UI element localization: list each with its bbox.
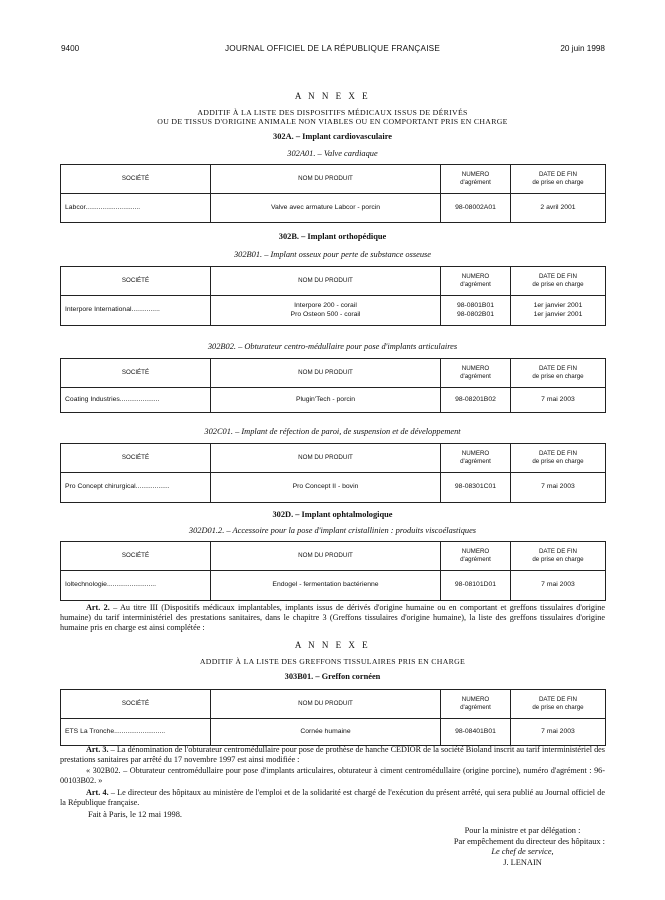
signatory-name: J. LENAIN <box>503 857 542 867</box>
cell-date: 1er janvier 2001 1er janvier 2001 <box>511 296 606 326</box>
cell-produit: Endogel - fermentation bactérienne <box>211 571 441 601</box>
place-date: Fait à Paris, le 12 mai 1998. <box>88 810 182 819</box>
article-3-quote: « 302B02. – Obturateur centromédullaire pour pose d'implants articulaires, obturateur à ciment centromédullaire (origine porcine), numéro d'agrément : 96-00103B02. » <box>60 766 605 785</box>
product-table <box>60 541 606 601</box>
col-header-numero: NUMERO d'agrément <box>441 165 511 194</box>
section-heading: 302A. – Implant cardiovasculaire <box>273 132 392 141</box>
table-row <box>61 571 606 601</box>
annexe-title: A N N E X E <box>294 640 371 650</box>
table-row <box>61 473 606 503</box>
journal-title: JOURNAL OFFICIEL DE LA RÉPUBLIQUE FRANÇAISE <box>224 44 440 53</box>
table-row <box>61 296 606 326</box>
col-header-societe: SOCIÉTÉ <box>61 359 211 388</box>
col-header-societe: SOCIÉTÉ <box>61 267 211 296</box>
section-subheading: 302A01. – Valve cardiaque <box>287 149 378 158</box>
cell-numero: 98-08002A01 <box>441 194 511 223</box>
annexe-subtitle-1: ADDITIF À LA LISTE DES DISPOSITIFS MÉDICAUX ISSUS DE DÉRIVÉS <box>197 108 468 117</box>
col-header-produit: NOM DU PRODUIT <box>211 690 441 719</box>
cell-numero: 98-08201B02 <box>441 388 511 413</box>
col-header-date: DATE DE FIN de prise en charge <box>511 267 606 296</box>
page-header <box>0 44 665 58</box>
col-header-date: DATE DE FIN de prise en charge <box>511 444 606 473</box>
cell-numero: 98-08301C01 <box>441 473 511 503</box>
article-4: Art. 4. – Le directeur des hôpitaux au ministère de l'emploi et de la solidarité est chargé de l'exécution du présent arrêté, qui sera publié au Journal officiel de la République française. <box>60 788 605 807</box>
col-header-numero: NUMERO d'agrément <box>441 267 511 296</box>
cell-date: 7 mai 2003 <box>511 388 606 413</box>
product-table <box>60 164 606 223</box>
col-header-societe: SOCIÉTÉ <box>61 165 211 194</box>
col-header-produit: NOM DU PRODUIT <box>211 359 441 388</box>
product-table <box>60 266 606 326</box>
col-header-numero: NUMERO d'agrément <box>441 542 511 571</box>
cell-date: 2 avril 2001 <box>511 194 606 223</box>
cell-societe: ETS La Tronche........................... <box>61 719 211 746</box>
section-heading: 302D. – Implant ophtalmologique <box>272 510 393 519</box>
col-header-date: DATE DE FIN de prise en charge <box>511 165 606 194</box>
col-header-produit: NOM DU PRODUIT <box>211 444 441 473</box>
product-table <box>60 689 606 746</box>
cell-numero: 98-08101D01 <box>441 571 511 601</box>
section-heading: 302B. – Implant orthopédique <box>278 232 387 241</box>
article-2: Art. 2. – Au titre III (Dispositifs médicaux implantables, implants issus de dérivés d'origine humaine ou en comportant et greffons tissulaires d'origine humaine) du tarif interministériel des prestations sanitaires, dans le chapitre 3 (Greffons tissulaires d'origine humaine), la liste des greffons tissulaires d'origine humaine pris en charge est ainsi complétée : <box>60 603 605 632</box>
cell-societe: Pro Concept chirurgical.................. <box>61 473 211 503</box>
cell-societe: Coating Industries..................... <box>61 388 211 413</box>
cell-date: 7 mai 2003 <box>511 719 606 746</box>
col-header-numero: NUMERO d'agrément <box>441 444 511 473</box>
col-header-societe: SOCIÉTÉ <box>61 444 211 473</box>
col-header-numero: NUMERO d'agrément <box>441 359 511 388</box>
table-row <box>61 719 606 746</box>
section-subheading: 302C01. – Implant de réfection de paroi, de suspension et de développement <box>204 427 461 436</box>
col-header-societe: SOCIÉTÉ <box>61 690 211 719</box>
page-number: 9400 <box>61 44 80 53</box>
signature-line: Pour la ministre et par délégation : <box>464 826 581 835</box>
annexe-subtitle-2: OU DE TISSUS D'ORIGINE ANIMALE NON VIABLES OU EN COMPORTANT PRIS EN CHARGE <box>157 117 508 126</box>
table-row <box>61 388 606 413</box>
col-header-date: DATE DE FIN de prise en charge <box>511 542 606 571</box>
signature-line: Par empêchement du directeur des hôpitaux : <box>453 836 605 846</box>
col-header-produit: NOM DU PRODUIT <box>211 542 441 571</box>
section-subheading: 302B01. – Implant osseux pour perte de substance osseuse <box>233 250 432 259</box>
cell-date: 7 mai 2003 <box>511 571 606 601</box>
col-header-produit: NOM DU PRODUIT <box>211 165 441 194</box>
issue-date: 20 juin 1998 <box>560 44 605 53</box>
col-header-date: DATE DE FIN de prise en charge <box>511 690 606 719</box>
section-subheading: 302B02. – Obturateur centro-médullaire pour pose d'implants articulaires <box>207 342 458 351</box>
col-header-produit: NOM DU PRODUIT <box>211 267 441 296</box>
signature-block <box>400 826 605 868</box>
cell-numero: 98-08401B01 <box>441 719 511 746</box>
cell-produit: Plugin'Tech - porcin <box>211 388 441 413</box>
cell-produit: Interpore 200 - corail Pro Osteon 500 - corail <box>211 296 441 326</box>
col-header-numero: NUMERO d'agrément <box>441 690 511 719</box>
cell-societe: Interpore International............... <box>61 296 211 326</box>
col-header-societe: SOCIÉTÉ <box>61 542 211 571</box>
signature-title: Le chef de service, <box>491 847 554 856</box>
cell-numero: 98-0801B01 98-0802B01 <box>441 296 511 326</box>
col-header-date: DATE DE FIN de prise en charge <box>511 359 606 388</box>
cell-societe: Ioltechnologie.......................... <box>61 571 211 601</box>
cell-produit: Cornée humaine <box>211 719 441 746</box>
article-3: Art. 3. – La dénomination de l'obturateur centromédullaire pour pose de prothèse de hanche CEDIOR de la société Bioland inscrit au tarif interministériel des prestations sanitaires par arrêté du 17 novembre 1997 est ainsi modifiée : <box>60 745 605 764</box>
table-row <box>61 194 606 223</box>
product-table <box>60 443 606 503</box>
cell-produit: Valve avec armature Labcor - porcin <box>211 194 441 223</box>
annexe-title: A N N E X E <box>294 91 371 101</box>
section-subheading: 302D01.2. – Accessoire pour la pose d'implant cristallinien : produits viscoélastiques <box>188 526 477 535</box>
cell-societe: Labcor............................. <box>61 194 211 223</box>
cell-produit: Pro Concept II - bovin <box>211 473 441 503</box>
section-subheading: 303B01. – Greffon cornéen <box>284 672 381 681</box>
annexe-subtitle: ADDITIF À LA LISTE DES GREFFONS TISSULAIRES PRIS EN CHARGE <box>199 657 466 666</box>
cell-date: 7 mai 2003 <box>511 473 606 503</box>
product-table <box>60 358 606 413</box>
